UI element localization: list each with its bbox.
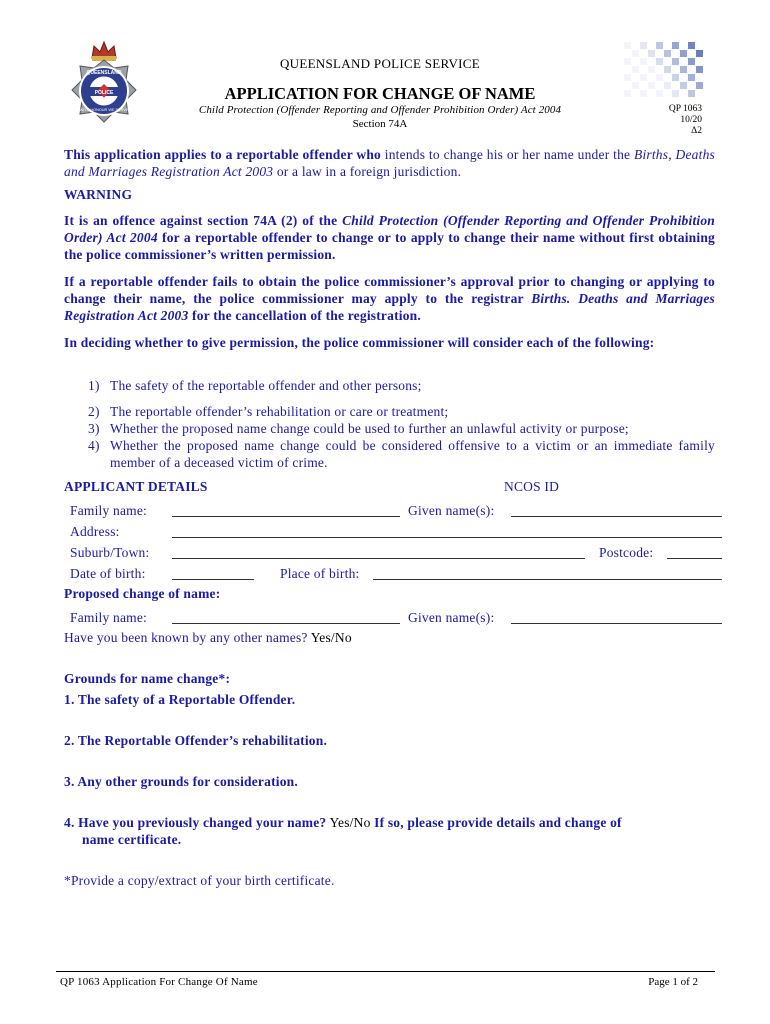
ground-4-instruction: If so, please provide details and change of bbox=[374, 815, 622, 830]
checker-square bbox=[680, 66, 687, 73]
crest-top-text: QUEENSLAND bbox=[86, 70, 122, 76]
checker-square bbox=[656, 42, 663, 49]
footer-form-title: QP 1063 Application For Change Of Name bbox=[60, 976, 258, 988]
applicant-given-names-field[interactable] bbox=[511, 516, 722, 517]
checker-pattern-decoration bbox=[622, 40, 706, 100]
applicant-given-names-label: Given name(s): bbox=[408, 503, 495, 518]
list-item-text: The reportable offender’s rehabilitation or care or treatment; bbox=[110, 404, 449, 419]
checker-square bbox=[664, 50, 671, 57]
ground-4-question: 4. Have you previously changed your name? bbox=[64, 815, 327, 830]
warning-heading: WARNING bbox=[64, 187, 133, 202]
checker-square bbox=[672, 90, 679, 97]
considerations-list bbox=[64, 377, 715, 471]
address-field[interactable] bbox=[172, 537, 722, 538]
qps-crest-logo bbox=[60, 38, 148, 134]
list-item bbox=[64, 437, 715, 471]
warning-p1-a: It is an offence against section 74A (2) of the bbox=[64, 213, 343, 228]
ncos-id-label: NCOS ID bbox=[504, 479, 560, 494]
list-item-number: 1) bbox=[88, 378, 100, 393]
warning-p2-b: for the cancellation of the registration. bbox=[188, 308, 421, 323]
postcode-field[interactable] bbox=[667, 558, 722, 559]
ground-2: 2. The Reportable Offender’s rehabilitation. bbox=[64, 733, 328, 748]
checker-square bbox=[688, 74, 695, 81]
grounds-heading: Grounds for name change*: bbox=[64, 671, 231, 686]
warning-p1-b: for a reportable offender to change or to apply to change their name without first obtaining the police commissioner’s written permission. bbox=[64, 230, 715, 262]
crest-band-text: POLICE bbox=[94, 90, 114, 96]
list-item bbox=[64, 377, 715, 394]
form-code: QP 1063 bbox=[668, 104, 702, 114]
pob-field[interactable] bbox=[373, 579, 722, 580]
warning-p2-act: Births. Deaths and Marriages Registration Act 2003 bbox=[64, 291, 716, 323]
ground-4-answer[interactable]: Yes/No bbox=[329, 815, 371, 830]
section-ref: Section 74A bbox=[352, 118, 408, 130]
warning-p1-act: Child Protection (Offender Reporting and Offender Prohibition Order) Act 2004 bbox=[64, 213, 715, 245]
crest-bottom-text: WITH HONOUR WE SERVE bbox=[79, 108, 129, 112]
postcode-label: Postcode: bbox=[599, 545, 654, 560]
intro-plain-2: or a law in a foreign jurisdiction. bbox=[273, 164, 462, 179]
known-other-names-question: Have you been known by any other names? bbox=[64, 630, 308, 645]
checker-square bbox=[648, 50, 655, 57]
checker-square bbox=[624, 42, 631, 49]
checker-square bbox=[696, 66, 703, 73]
warning-p2-a: If a reportable offender fails to obtain the police commissioner’s approval prior to changing or applying to change their name, the police commissioner may apply to the registrar bbox=[64, 274, 715, 306]
warning-paragraph-3: In deciding whether to give permission, the police commissioner will consider each of the following: bbox=[64, 335, 655, 350]
ground-3: 3. Any other grounds for consideration. bbox=[64, 774, 298, 789]
intro-paragraph bbox=[64, 146, 715, 180]
ground-4-instruction-cont: name certificate. bbox=[82, 832, 182, 847]
list-item-text: Whether the proposed name change could be considered offensive to a victim or an immediate family member of a deceased victim of crime. bbox=[110, 438, 715, 470]
agency-name: QUEENSLAND POLICE SERVICE bbox=[279, 56, 480, 71]
ground-4 bbox=[64, 814, 715, 831]
list-item-number: 3) bbox=[88, 421, 100, 436]
checker-square bbox=[688, 90, 695, 97]
birth-certificate-note: *Provide a copy/extract of your birth certificate. bbox=[64, 873, 335, 888]
list-item-text: Whether the proposed name change could be used to further an unlawful activity or purpose; bbox=[110, 421, 629, 436]
suburb-label: Suburb/Town: bbox=[70, 545, 150, 560]
checker-square bbox=[688, 58, 695, 65]
applicant-details-heading: APPLICANT DETAILS bbox=[64, 479, 208, 494]
proposed-family-name-field[interactable] bbox=[172, 623, 400, 624]
checker-square bbox=[672, 58, 679, 65]
checker-square bbox=[648, 82, 655, 89]
suburb-field[interactable] bbox=[172, 558, 585, 559]
footer-divider bbox=[56, 971, 715, 972]
checker-square bbox=[640, 42, 647, 49]
checker-square bbox=[688, 42, 695, 49]
checker-square bbox=[632, 82, 639, 89]
checker-square bbox=[640, 90, 647, 97]
proposed-given-names-field[interactable] bbox=[511, 623, 722, 624]
warning-paragraph-1 bbox=[64, 212, 715, 263]
warning-paragraph-2 bbox=[64, 273, 715, 324]
pob-label: Place of birth: bbox=[280, 566, 360, 581]
checker-square bbox=[624, 74, 631, 81]
proposed-family-name-label: Family name: bbox=[70, 610, 148, 625]
intro-bold: This application applies to a reportable offender who bbox=[64, 147, 382, 162]
checker-square bbox=[672, 42, 679, 49]
checker-square bbox=[672, 74, 679, 81]
checker-square bbox=[640, 74, 647, 81]
form-date: 10/20 bbox=[680, 115, 702, 125]
proposed-given-names-label: Given name(s): bbox=[408, 610, 495, 625]
applicant-family-name-field[interactable] bbox=[172, 516, 400, 517]
checker-square bbox=[632, 66, 639, 73]
checker-square bbox=[680, 82, 687, 89]
address-label: Address: bbox=[70, 524, 120, 539]
checker-square bbox=[656, 90, 663, 97]
checker-square bbox=[664, 82, 671, 89]
checker-square bbox=[680, 50, 687, 57]
page-title: APPLICATION FOR CHANGE OF NAME bbox=[224, 84, 536, 103]
dob-field[interactable] bbox=[172, 579, 254, 580]
list-item-number: 4) bbox=[88, 438, 100, 453]
list-item bbox=[64, 420, 715, 437]
known-other-names-row bbox=[64, 629, 352, 646]
act-title: Child Protection (Offender Reporting and Offender Prohibition Order) Act 2004 bbox=[198, 104, 562, 116]
proposed-change-heading: Proposed change of name: bbox=[64, 586, 221, 601]
checker-square bbox=[656, 74, 663, 81]
checker-square bbox=[696, 50, 703, 57]
checker-square bbox=[696, 82, 703, 89]
list-item bbox=[64, 403, 715, 420]
list-item-text: The safety of the reportable offender and other persons; bbox=[110, 378, 422, 393]
known-other-names-answer[interactable]: Yes/No bbox=[310, 630, 352, 645]
checker-square bbox=[648, 66, 655, 73]
applicant-family-name-label: Family name: bbox=[70, 503, 148, 518]
checker-square bbox=[656, 58, 663, 65]
intro-plain-1: intends to change his or her name under the bbox=[381, 147, 634, 162]
list-item-number: 2) bbox=[88, 404, 100, 419]
checker-square bbox=[624, 90, 631, 97]
dob-label: Date of birth: bbox=[70, 566, 146, 581]
checker-square bbox=[624, 58, 631, 65]
intro-act-name: Births, Deaths and Marriages Registration Act 2003 bbox=[64, 147, 715, 179]
page-number: Page 1 of 2 bbox=[648, 976, 698, 988]
ground-1: 1. The safety of a Reportable Offender. bbox=[64, 692, 296, 707]
checker-square bbox=[640, 58, 647, 65]
checker-square bbox=[632, 50, 639, 57]
form-version: Δ2 bbox=[691, 126, 702, 136]
checker-square bbox=[664, 66, 671, 73]
